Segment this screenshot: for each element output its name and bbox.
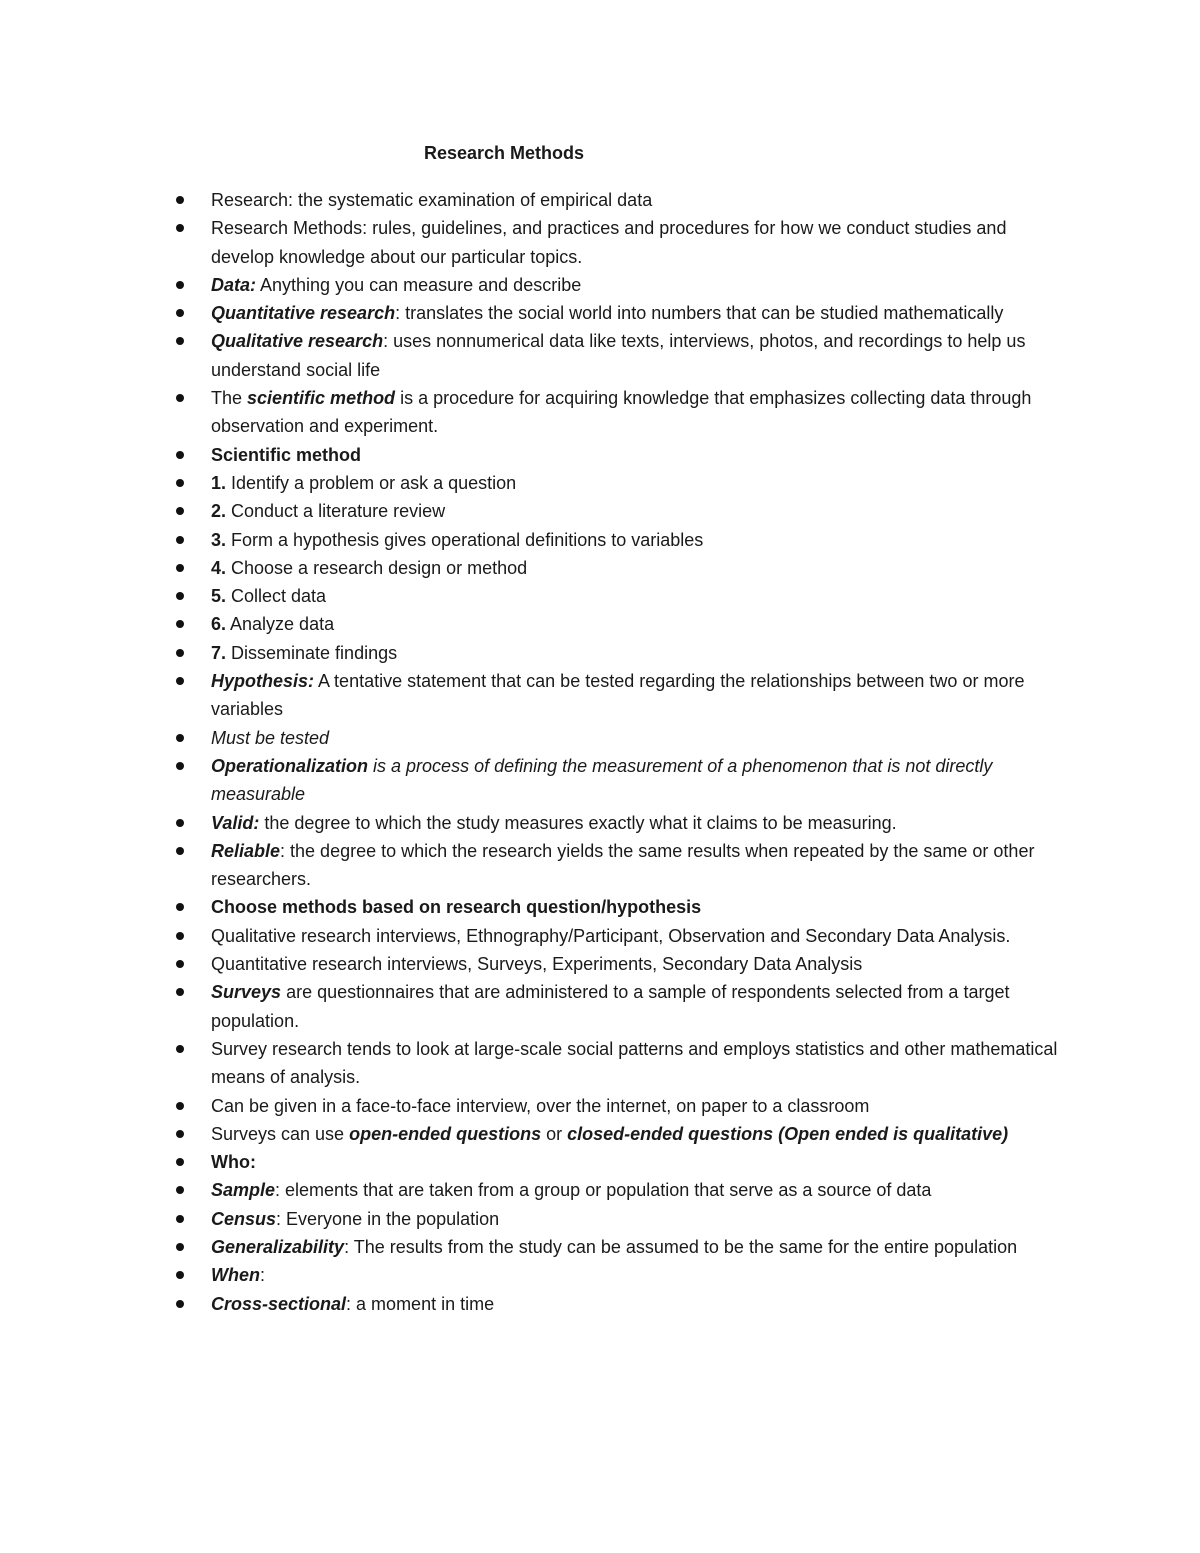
list-item [0,667,1071,724]
bullet-icon [176,1186,184,1194]
list-item-text: Research: the systematic examination of empirical data [211,190,653,210]
list-item-text: Quantitative research [211,303,396,324]
list-item-text: 3. [211,529,227,550]
list-item-text: Form a hypothesis gives operational definitions to variables [226,529,704,550]
page-title: Research Methods [424,143,585,163]
list-item-text: Scientific method [211,444,362,465]
list-item-text: Qualitative research [211,331,384,352]
list-item-text: is a process of defining the measurement of a phenomenon that is not directly measurable [211,755,993,805]
list-item [0,327,1071,384]
list-item [0,922,1071,950]
bullet-icon [176,1130,184,1138]
list-item [0,1120,1071,1148]
list-item [0,1261,1071,1289]
list-item-text: 5. [211,586,227,607]
list-item-text: Choose a research design or method [226,557,528,578]
list-item-text: Conduct a literature review [226,501,446,522]
list-item-text: are questionnaires that are administered to a sample of respondents selected from a target population. [211,982,1010,1031]
list-item-text: 1. [211,472,227,493]
list-item-text: Sample [211,1180,276,1201]
list-item [0,554,1071,582]
list-item-text: Surveys can use [211,1123,350,1144]
bullet-icon [176,1300,184,1308]
list-item-text: or [541,1123,568,1144]
list-item-text: Reliable [211,840,281,861]
list-item-text: : uses nonnumerical data like texts, interviews, photos, and recordings to help us understand social life [211,331,1026,380]
list-item [0,610,1071,638]
list-item-text: scientific method [247,388,396,409]
bullet-icon [176,281,184,289]
list-item [0,1176,1071,1204]
list-item-text: : translates the social world into numbers that can be studied mathematically [395,303,1004,324]
list-item [0,1148,1071,1176]
list-item [0,497,1071,525]
list-item-text: is a procedure for acquiring knowledge that emphasizes collecting data through observation and experiment. [211,388,1032,437]
list-item [0,752,1071,809]
bullet-icon [176,819,184,827]
bullet-icon [176,394,184,402]
bullet-icon [176,564,184,572]
list-item-text: Operationalization [211,755,369,776]
list-item [0,893,1071,921]
list-item [0,1092,1071,1120]
list-item-text: Hypothesis: [211,671,315,692]
list-item-text: : The results from the study can be assumed to be the same for the entire population [344,1236,1018,1257]
list-item-text: Disseminate findings [226,642,398,663]
list-item-text: Analyze data [226,614,335,635]
bullet-icon [176,988,184,996]
list-item-text: 2. [211,501,227,522]
bullet-icon [176,1215,184,1223]
bullet-icon [176,677,184,685]
list-item-text: the degree to which the study measures exactly what it claims to be measuring. [259,812,897,833]
list-item [0,837,1071,894]
bullet-icon [176,1045,184,1053]
bullet-icon [176,1243,184,1251]
list-item-text: : Everyone in the population [276,1208,500,1229]
list-item [0,950,1071,978]
bullet-icon [176,762,184,770]
bullet-icon [176,451,184,459]
bullet-icon [176,903,184,911]
bullet-icon [176,734,184,742]
bullet-icon [176,507,184,515]
list-item-text: Qualitative research interviews, Ethnography/Participant, Observation and Secondary Data Analysis. [211,925,1011,946]
list-item [0,809,1071,837]
list-item-text: : the degree to which the research yields the same results when repeated by the same or other researchers. [211,840,1035,890]
bullet-icon [176,1102,184,1110]
list-item-text: Quantitative research interviews, Surveys, Experiments, Secondary Data Analysis [211,954,863,975]
bullet-icon [176,536,184,544]
bullet-icon [176,847,184,855]
bullet-icon [176,649,184,657]
list-item-text: Surveys [211,982,282,1003]
list-item [0,214,1071,271]
list-item-text: : a moment in time [346,1293,495,1314]
bullet-icon [176,224,184,232]
list-item-text: Survey research tends to look at large-scale social patterns and employs statistics and other mathematical means of analysis. [211,1038,1058,1088]
list-item-text: : [260,1265,266,1286]
list-item [0,299,1071,327]
list-item [0,1290,1071,1318]
list-item-text: A tentative statement that can be tested regarding the relationships between two or more variables [211,671,1025,720]
list-item [0,526,1071,554]
list-item-text: Data: [211,274,257,295]
list-item-text: Must be tested [211,727,330,748]
list-item [0,186,1071,214]
list-item-text: Can be given in a face-to-face interview, over the internet, on paper to a classroom [211,1095,870,1116]
list-item-text: Collect data [226,586,327,607]
list-item [0,469,1071,497]
list-item-text: Cross-sectional [211,1293,347,1314]
bullet-icon [176,960,184,968]
list-item-text: Valid: [211,812,260,833]
list-item [0,384,1071,441]
list-item-text: Identify a problem or ask a question [226,472,517,493]
list-item-text: : elements that are taken from a group or population that serve as a source of data [275,1180,932,1201]
list-item [0,441,1071,469]
bullet-icon [176,196,184,204]
list-item-text: Who: [211,1152,256,1173]
list-item-text: Anything you can measure and describe [256,274,582,295]
bullet-icon [176,1158,184,1166]
list-item [0,582,1071,610]
list-item [0,724,1071,752]
bullet-icon [176,337,184,345]
bullet-icon [176,932,184,940]
list-item-text: closed-ended questions (Open ended is qualitative) [567,1123,1009,1144]
list-item-text: The [211,388,248,409]
list-item-text: 6. [211,614,227,635]
bullet-icon [176,620,184,628]
bullet-icon [176,479,184,487]
list-item [0,639,1071,667]
list-item-text: Choose methods based on research question/hypothesis [211,897,702,918]
list-item-text: When [211,1265,260,1286]
list-item [0,1035,1071,1092]
bullet-icon [176,1271,184,1279]
list-item [0,271,1071,299]
bullet-icon [176,592,184,600]
list-item-text: Generalizability [211,1236,345,1257]
list-item-text: 7. [211,642,227,663]
list-item-text: 4. [211,557,227,578]
list-item [0,978,1071,1035]
list-item [0,1205,1071,1233]
list-item-text: Census [211,1208,277,1229]
list-item [0,1233,1071,1261]
bullet-icon [176,309,184,317]
bullet-list [0,186,1200,1318]
list-item-text: open-ended questions [349,1123,542,1144]
list-item-text: Research Methods: rules, guidelines, and practices and procedures for how we conduct studies and develop knowledge about our particular topics. [211,218,1007,267]
